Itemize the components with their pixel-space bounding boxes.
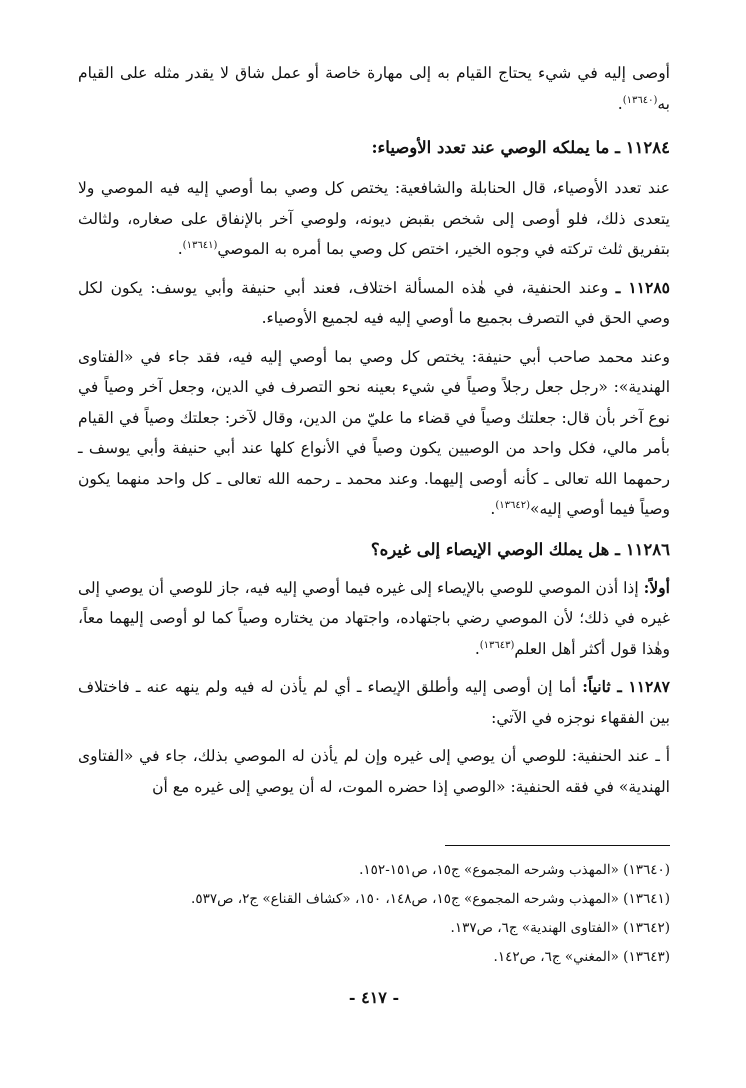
paragraph-11287 [78, 672, 670, 733]
paragraph-11287-text: أما إن أوصى إليه وأطلق الإيصاء ـ أي لم يأذن له فيه ولم ينهه عنه ـ فاختلاف بين الفقهاء نوجزه في الآتي: [78, 678, 670, 727]
page-number: - ٤١٧ - [348, 988, 400, 1007]
footnote-13641: (١٣٦٤١) «المهذب وشرحه المجموع» ج١٥، ص١٤٨، ١٥٠، «كشاف القناع» ج٢، ص٥٣٧. [191, 891, 670, 907]
footnote-13642: (١٣٦٤٢) «الفتاوى الهندية» ج٦، ص١٣٧. [450, 920, 670, 936]
paragraph-11285-continued: وعند محمد صاحب أبي حنيفة: يختص كل وصي بما أوصي إليه فيه، فقد جاء في «الفتاوى الهندية»: «رجل جعل رجلاً وصياً في شيء بعينه نحو التصرف في الدين، وجعل آخر وصياً في نوع آخر بأن قال: جعلتك وصياً في قضاء ما عليّ من الدين، وقال لآخر: جعلتك وصياً في القيام بأمر مالي، فكل واحد من الوصيين يكون وصياً في الأنواع كلها عند أبي حنيفة وأبي يوسف ـ رحمهما الله تعالى ـ كأنه أوصى إليهما. وعند محمد ـ رحمه الله تعالى ـ كل واحد منهما يكون وصياً فيما أوصي إليه»$^{(١٣٦٤٢)}$. [78, 347, 670, 518]
section-heading-11286: ١١٢٨٦ ـ هل يملك الوصي الإيصاء إلى غيره؟ [370, 539, 670, 559]
paragraph-11285-continued-text: وعند محمد صاحب أبي حنيفة: يختص كل وصي بما أوصي إليه فيه، فقد جاء في «الفتاوى الهندية»: «رجل جعل رجلاً وصياً في شيء بعينه نحو التصرف في الدين، وجعل آخر وصياً في نوع آخر بأن قال: جعلتك وصياً في قضاء ما عليّ من الدين، وقال لآخر: جعلتك وصياً في القيام بأمر مالي، فكل واحد من الوصيين يكون وصياً في الأنواع كلها عند أبي حنيفة وأبي يوسف ـ رحمهما الله تعالى ـ كأنه أوصى إليهما. وعند محمد ـ رحمه الله تعالى ـ كل واحد منهما يكون وصياً فيما أوصي إليه» [78, 347, 670, 518]
footnote-ref: (١٣٦٤١) [182, 239, 218, 251]
footnote-ref: (١٣٦٤٢) [495, 499, 531, 511]
paragraph-11286: أولاً: إذا أذن الموصي للوصي بالإيصاء إلى غيره فيما أوصي إليه فيه، جاز للوصي أن يوصي إلى غيره في ذلك؛ لأن الموصي رضي باجتهاده، واجتهاد من يختاره وصياً كما لو أوصى إليهما معاً، وهٰذا قول أكثر أهل العلم$^{(١٣٦٤٣)}$. [78, 577, 670, 658]
top-paragraph-text: أوصى إليه في شيء يحتاج القيام به إلى مهارة خاصة أو عمل شاق لا يقدر مثله على القيام به [78, 64, 670, 113]
paragraph-11287-sub-a-lead: أ ـ [655, 747, 670, 765]
top-paragraph: أوصى إليه في شيء يحتاج القيام به إلى مهارة خاصة أو عمل شاق لا يقدر مثله على القيام به$^{(١٣٦٤٠)}$. [78, 64, 670, 113]
paragraph-11287-sub-a-text: عند الحنفية: للوصي أن يوصي إلى غيره وإن لم يأذن له الموصي بذلك، جاء في «الفتاوى الهندية» في فقه الحنفية: «الوصي إذا حضره الموت، له أن يوصي إلى غيره مع أن [78, 747, 670, 796]
paragraph-11285-text: وعند الحنفية، في هٰذه المسألة اختلاف، فعند أبي حنيفة وأبي يوسف: يكون لكل وصي الحق في التصرف بجميع ما أوصي إليه فيه لجميع الأوصياء. [78, 278, 670, 327]
section-heading-11284: ١١٢٨٤ ـ ما يملكه الوصي عند تعدد الأوصياء: [371, 138, 670, 157]
footnote-13643: (١٣٦٤٣) «المغني» ج٦، ص١٤٢. [493, 949, 670, 965]
footnotes [78, 856, 670, 972]
footnote-ref: (١٣٦٤٠) [622, 94, 658, 106]
document-page [78, 58, 670, 1068]
paragraph-11285-number: ١١٢٨٥ ـ [615, 277, 670, 297]
paragraph-11287-sub-a [78, 741, 670, 802]
paragraph-11284-text: عند تعدد الأوصياء، قال الحنابلة والشافعية: يختص كل وصي بما أوصي إليه فيه الموصي ولا يتعدى ذلك، فلو أوصى إلى شخص بقبض ديونه، ولوصي آخر بالإنفاق على صغاره، ولثالث بتفريق ثلث تركته في وجوه الخير، اختص كل وصي بما أمره به الموصي [78, 179, 670, 258]
paragraph-11287-number: ١١٢٨٧ ـ ثانياً: [582, 677, 671, 696]
paragraph-11286-text: إذا أذن الموصي للوصي بالإيصاء إلى غيره فيما أوصي إليه فيه، جاز للوصي أن يوصي إلى غيره في ذلك؛ لأن الموصي رضي باجتهاده، واجتهاد من يختاره وصياً كما لو أوصى إليهما معاً، وهٰذا قول أكثر أهل العلم [78, 578, 670, 658]
footnote-divider [445, 845, 670, 846]
paragraph-11284: عند تعدد الأوصياء، قال الحنابلة والشافعية: يختص كل وصي بما أوصي إليه فيه الموصي ولا يتعدى ذلك، فلو أوصى إلى شخص بقبض ديونه، ولوصي آخر بالإنفاق على صغاره، ولثالث بتفريق ثلث تركته في وجوه الخير، اختص كل وصي بما أمره به الموصي$^{(١٣٦٤١)}$. [78, 179, 670, 258]
footnote-ref: (١٣٦٤٣) [479, 639, 515, 651]
paragraph-11285 [78, 273, 670, 334]
paragraph-11286-lead: أولاً: [643, 577, 670, 597]
footnote-13640: (١٣٦٤٠) «المهذب وشرحه المجموع» ج١٥، ص١٥١-١٥٢. [359, 862, 670, 878]
